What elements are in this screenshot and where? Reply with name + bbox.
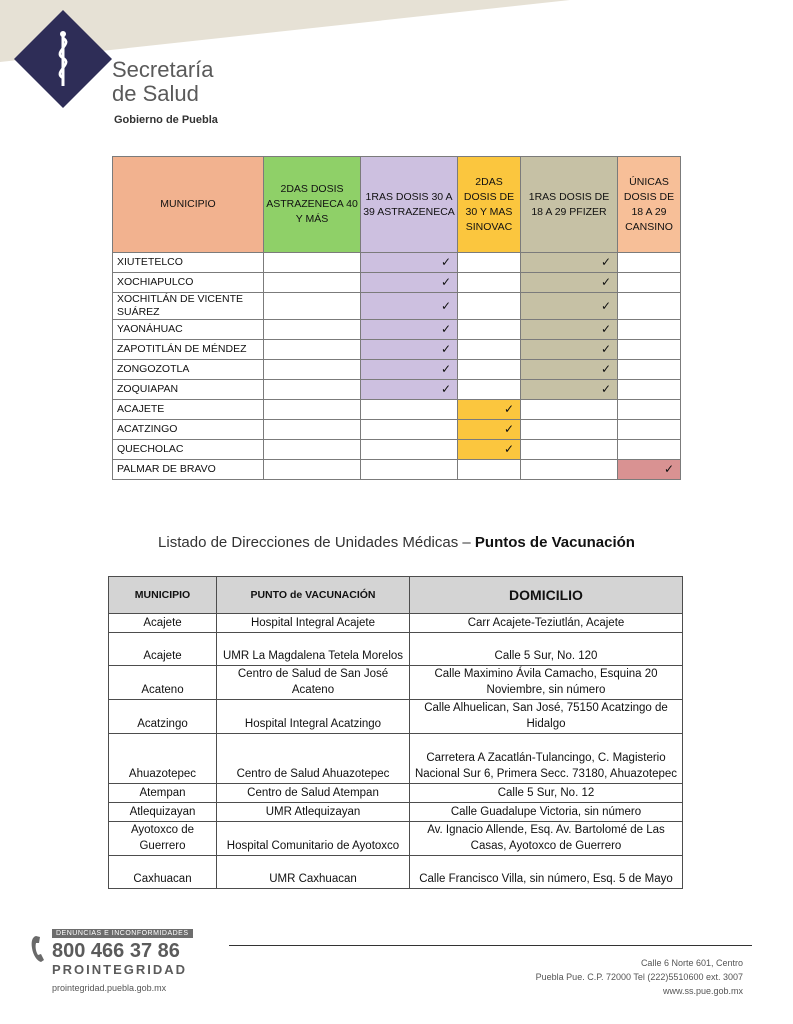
domicilio-cell: Calle Maximino Ávila Camacho, Esquina 20 Noviembre, sin número <box>410 666 683 700</box>
municipio-cell: Ayotoxco de Guerrero <box>109 822 217 856</box>
empty-cell <box>264 420 361 440</box>
empty-cell <box>458 360 521 380</box>
address-line2: Puebla Pue. C.P. 72000 Tel (222)5510600 ext. 3007 <box>535 972 743 982</box>
empty-cell <box>618 420 681 440</box>
domicilio-cell: Calle Alhuelican, San José, 75150 Acatzingo de Hidalgo <box>410 700 683 734</box>
check-icon: ✓ <box>521 293 618 320</box>
org-line2: de Salud <box>112 81 199 106</box>
caduceus-icon <box>14 10 112 108</box>
domicilio-cell: Calle Francisco Villa, sin número, Esq. 5 de Mayo <box>410 856 683 889</box>
header-domicilio: DOMICILIO <box>410 577 683 614</box>
domicilio-cell: Carr Acajete-Teziutlán, Acajete <box>410 614 683 633</box>
check-icon: ✓ <box>458 400 521 420</box>
punto-cell: Hospital Comunitario de Ayotoxco <box>217 822 410 856</box>
table-row <box>109 803 683 822</box>
empty-cell <box>521 440 618 460</box>
domicilio-cell: Carretera A Zacatlán-Tulancingo, C. Magisterio Nacional Sur 6, Primera Secc. 73180, Ahuazotepec <box>410 734 683 784</box>
table-row <box>113 440 681 460</box>
vaccination-points-table <box>108 576 683 889</box>
header-pfizer: 1RAS DOSIS DE 18 A 29 PFIZER <box>521 157 618 253</box>
table-row <box>109 614 683 633</box>
municipio-cell: QUECHOLAC <box>113 440 264 460</box>
check-icon: ✓ <box>361 293 458 320</box>
municipio-cell: ZONGOZOTLA <box>113 360 264 380</box>
empty-cell <box>361 420 458 440</box>
municipio-cell: ACATZINGO <box>113 420 264 440</box>
check-icon: ✓ <box>521 253 618 273</box>
municipio-cell: YAONÁHUAC <box>113 320 264 340</box>
punto-cell: UMR La Magdalena Tetela Morelos <box>217 633 410 666</box>
punto-cell: Hospital Integral Acajete <box>217 614 410 633</box>
header-sinovac: 2DAS DOSIS DE 30 Y MAS SINOVAC <box>458 157 521 253</box>
municipio-cell: Atempan <box>109 784 217 803</box>
municipio-cell: Caxhuacan <box>109 856 217 889</box>
org-name <box>112 58 214 106</box>
municipio-cell: Atlequizayan <box>109 803 217 822</box>
website-link[interactable]: www.ss.pue.gob.mx <box>662 986 743 996</box>
address-line1: Calle 6 Norte 601, Centro <box>640 958 743 968</box>
header-municipio: MUNICIPIO <box>113 157 264 253</box>
table-row <box>113 340 681 360</box>
municipio-cell: PALMAR DE BRAVO <box>113 460 264 480</box>
table-row <box>109 734 683 784</box>
empty-cell <box>618 340 681 360</box>
empty-cell <box>264 460 361 480</box>
punto-cell: Hospital Integral Acatzingo <box>217 700 410 734</box>
table-row <box>109 856 683 889</box>
punto-cell: Centro de Salud Atempan <box>217 784 410 803</box>
empty-cell <box>458 273 521 293</box>
header-astrazeneca-40: 2DAS DOSIS ASTRAZENECA 40 Y MÁS <box>264 157 361 253</box>
empty-cell <box>361 400 458 420</box>
punto-cell: UMR Atlequizayan <box>217 803 410 822</box>
municipio-cell: ACAJETE <box>113 400 264 420</box>
table-row <box>109 784 683 803</box>
empty-cell <box>521 460 618 480</box>
municipio-cell: XOCHITLÁN DE VICENTE SUÁREZ <box>113 293 264 320</box>
check-icon: ✓ <box>361 360 458 380</box>
table-row <box>113 253 681 273</box>
empty-cell <box>618 400 681 420</box>
check-icon: ✓ <box>361 340 458 360</box>
check-icon: ✓ <box>521 340 618 360</box>
empty-cell <box>618 273 681 293</box>
empty-cell <box>264 293 361 320</box>
check-icon: ✓ <box>458 440 521 460</box>
empty-cell <box>458 340 521 360</box>
punto-cell: Centro de Salud Ahuazotepec <box>217 734 410 784</box>
municipio-cell: XIUTETELCO <box>113 253 264 273</box>
empty-cell <box>264 340 361 360</box>
domicilio-cell: Calle 5 Sur, No. 12 <box>410 784 683 803</box>
empty-cell <box>618 440 681 460</box>
empty-cell <box>618 380 681 400</box>
table-row <box>109 666 683 700</box>
empty-cell <box>458 380 521 400</box>
punto-cell: UMR Caxhuacan <box>217 856 410 889</box>
municipio-cell: Acatzingo <box>109 700 217 734</box>
empty-cell <box>361 440 458 460</box>
empty-cell <box>264 400 361 420</box>
empty-cell <box>521 420 618 440</box>
table-row <box>113 360 681 380</box>
empty-cell <box>264 440 361 460</box>
header-astrazeneca-30-39: 1RAS DOSIS 30 A 39 ASTRAZENECA <box>361 157 458 253</box>
footer-address <box>536 956 743 998</box>
table-row <box>109 700 683 734</box>
municipio-cell: Acajete <box>109 633 217 666</box>
empty-cell <box>264 360 361 380</box>
check-icon: ✓ <box>361 320 458 340</box>
municipio-cell: Ahuazotepec <box>109 734 217 784</box>
punto-cell: Centro de Salud de San José Acateno <box>217 666 410 700</box>
empty-cell <box>264 380 361 400</box>
check-icon: ✓ <box>458 420 521 440</box>
table-row <box>113 273 681 293</box>
municipio-cell: Acajete <box>109 614 217 633</box>
table-row <box>113 420 681 440</box>
header-cansino: ÚNICAS DOSIS DE 18 A 29 CANSINO <box>618 157 681 253</box>
empty-cell <box>618 360 681 380</box>
empty-cell <box>521 400 618 420</box>
empty-cell <box>458 460 521 480</box>
table-row <box>109 633 683 666</box>
domicilio-cell: Calle Guadalupe Victoria, sin número <box>410 803 683 822</box>
table-row <box>113 320 681 340</box>
section-title <box>0 534 793 551</box>
check-icon: ✓ <box>521 320 618 340</box>
empty-cell <box>458 320 521 340</box>
section-title-normal: Listado de Direcciones de Unidades Médicas – <box>158 534 475 551</box>
table-row <box>113 293 681 320</box>
check-icon: ✓ <box>618 460 681 480</box>
domicilio-cell: Av. Ignacio Allende, Esq. Av. Bartolomé de Las Casas, Ayotoxco de Guerrero <box>410 822 683 856</box>
empty-cell <box>618 320 681 340</box>
government-label: Gobierno de Puebla <box>114 114 218 126</box>
prointegridad-block <box>30 922 193 993</box>
check-icon: ✓ <box>361 273 458 293</box>
domicilio-cell: Calle 5 Sur, No. 120 <box>410 633 683 666</box>
header-punto: PUNTO de VACUNACIÓN <box>217 577 410 614</box>
table-row <box>113 380 681 400</box>
table-header-row <box>109 577 683 614</box>
prointegridad-label: PROINTEGRIDAD <box>52 962 188 977</box>
table-row <box>113 460 681 480</box>
org-line1: Secretaría <box>112 57 214 82</box>
municipio-cell: XOCHIAPULCO <box>113 273 264 293</box>
municipio-cell: ZOQUIAPAN <box>113 380 264 400</box>
phone-icon <box>30 934 50 964</box>
empty-cell <box>618 253 681 273</box>
table-header-row <box>113 157 681 253</box>
vaccine-schedule-table <box>112 156 681 480</box>
empty-cell <box>264 320 361 340</box>
prointegridad-link[interactable]: prointegridad.puebla.gob.mx <box>52 983 167 993</box>
check-icon: ✓ <box>361 380 458 400</box>
check-icon: ✓ <box>521 380 618 400</box>
check-icon: ✓ <box>521 360 618 380</box>
denuncias-label: DENUNCIAS E INCONFORMIDADES <box>52 929 193 938</box>
empty-cell <box>264 253 361 273</box>
municipio-cell: ZAPOTITLÁN DE MÉNDEZ <box>113 340 264 360</box>
empty-cell <box>458 253 521 273</box>
empty-cell <box>458 293 521 320</box>
check-icon: ✓ <box>521 273 618 293</box>
empty-cell <box>264 273 361 293</box>
empty-cell <box>361 460 458 480</box>
phone-number[interactable]: 800 466 37 86 <box>52 940 180 962</box>
section-title-bold: Puntos de Vacunación <box>474 534 635 551</box>
check-icon: ✓ <box>361 253 458 273</box>
table-row <box>113 400 681 420</box>
table-row <box>109 822 683 856</box>
header-municipio: MUNICIPIO <box>109 577 217 614</box>
footer-divider <box>229 945 752 946</box>
municipio-cell: Acateno <box>109 666 217 700</box>
empty-cell <box>618 293 681 320</box>
